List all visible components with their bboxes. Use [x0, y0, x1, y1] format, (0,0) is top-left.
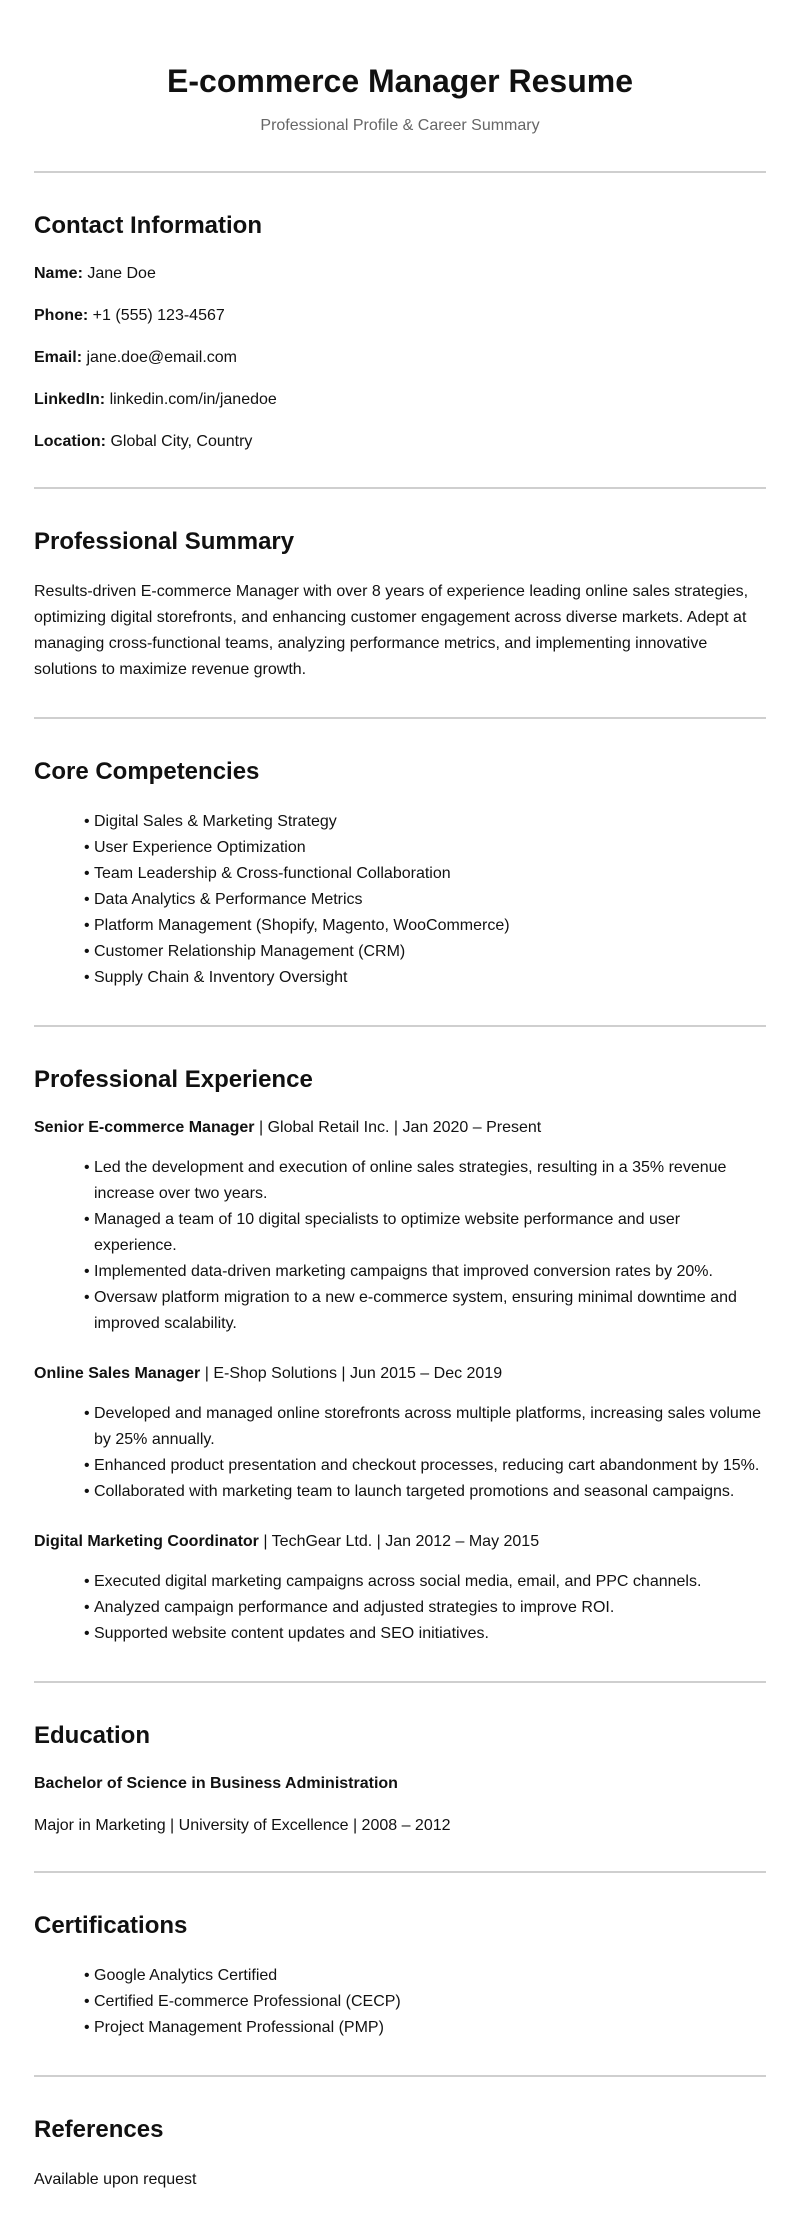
list-item: • Data Analytics & Performance Metrics [84, 887, 766, 913]
page-subtitle: Professional Profile & Career Summary [260, 117, 540, 134]
list-item: • Google Analytics Certified [84, 1963, 766, 1989]
job-title: Digital Marketing Coordinator [34, 1533, 259, 1550]
certifications-list [34, 1963, 766, 2041]
list-item: • Implemented data-driven marketing campaigns that improved conversion rates by 20%. [84, 1259, 766, 1285]
job-header [34, 1363, 766, 1385]
job-bullets [34, 1155, 766, 1337]
education-detail: Major in Marketing | University of Excellence | 2008 – 2012 [34, 1817, 451, 1834]
references-heading: References [34, 2116, 164, 2143]
summary-heading: Professional Summary [34, 528, 295, 555]
contact-linkedin-value: linkedin.com/in/janedoe [109, 391, 277, 408]
contact-phone-value: +1 (555) 123-4567 [92, 307, 225, 324]
education-heading: Education [34, 1722, 151, 1749]
list-item: • Executed digital marketing campaigns across social media, email, and PPC channels. [84, 1569, 766, 1595]
job-entry [34, 1117, 766, 1337]
contact-email-label: Email: [34, 349, 83, 366]
page-title: E-commerce Manager Resume [167, 63, 633, 99]
list-item: • Analyzed campaign performance and adjusted strategies to improve ROI. [84, 1595, 766, 1621]
contact-location-value: Global City, Country [110, 433, 253, 450]
experience-heading: Professional Experience [34, 1066, 313, 1093]
job-details: | TechGear Ltd. | Jan 2012 – May 2015 [258, 1533, 540, 1550]
list-item: • Developed and managed online storefronts across multiple platforms, increasing sales volume by 25% annually. [84, 1401, 766, 1453]
contact-phone [34, 305, 766, 327]
job-header [34, 1117, 766, 1139]
list-item: • Enhanced product presentation and checkout processes, reducing cart abandonment by 15%. [84, 1453, 766, 1479]
contact-section [34, 173, 766, 487]
list-item: • Project Management Professional (PMP) [84, 2015, 766, 2041]
job-title: Online Sales Manager [34, 1365, 201, 1382]
list-item: • Digital Sales & Marketing Strategy [84, 809, 766, 835]
references-text: Available upon request [34, 2171, 197, 2188]
list-item: • Certified E-commerce Professional (CECP) [84, 1989, 766, 2015]
competencies-list [34, 809, 766, 991]
list-item: • User Experience Optimization [84, 835, 766, 861]
contact-location [34, 431, 766, 453]
list-item: • Managed a team of 10 digital specialists to optimize website performance and user experience. [84, 1207, 766, 1259]
job-details: | Global Retail Inc. | Jan 2020 – Present [254, 1119, 542, 1136]
job-bullets [34, 1401, 766, 1505]
list-item: • Platform Management (Shopify, Magento, WooCommerce) [84, 913, 766, 939]
job-details: | E-Shop Solutions | Jun 2015 – Dec 2019 [200, 1365, 503, 1382]
job-header [34, 1531, 766, 1553]
contact-phone-label: Phone: [34, 307, 89, 324]
competencies-section [34, 719, 766, 1025]
job-bullets [34, 1569, 766, 1647]
list-item: • Team Leadership & Cross-functional Collaboration [84, 861, 766, 887]
contact-linkedin [34, 389, 766, 411]
contact-email-value: jane.doe@email.com [86, 349, 238, 366]
list-item: • Oversaw platform migration to a new e-commerce system, ensuring minimal downtime and improved scalability. [84, 1285, 766, 1337]
job-entry [34, 1531, 766, 1647]
list-item: • Led the development and execution of online sales strategies, resulting in a 35% revenue increase over two years. [84, 1155, 766, 1207]
contact-name [34, 263, 766, 285]
job-title: Senior E-commerce Manager [34, 1119, 255, 1136]
list-item: • Collaborated with marketing team to launch targeted promotions and seasonal campaigns. [84, 1479, 766, 1505]
contact-name-label: Name: [34, 265, 83, 282]
references-section [34, 2077, 766, 2227]
job-entry [34, 1363, 766, 1505]
list-item: • Supply Chain & Inventory Oversight [84, 965, 766, 991]
summary-text: Results-driven E-commerce Manager with over 8 years of experience leading online sales strategies, optimizing digital storefronts, and enhancing customer engagement across diverse markets. Adept at managing cross-functional teams, analyzing performance metrics, and implementing innovative solutions to maximize revenue growth. [34, 583, 749, 678]
experience-section [34, 1027, 766, 1681]
education-degree: Bachelor of Science in Business Administration [34, 1775, 398, 1792]
certifications-section [34, 1873, 766, 2075]
list-item: • Supported website content updates and SEO initiatives. [84, 1621, 766, 1647]
contact-heading: Contact Information [34, 212, 262, 239]
contact-linkedin-label: LinkedIn: [34, 391, 106, 408]
certifications-heading: Certifications [34, 1912, 188, 1939]
contact-name-value: Jane Doe [87, 265, 156, 282]
education-section [34, 1683, 766, 1871]
resume-header [34, 0, 766, 171]
competencies-heading: Core Competencies [34, 758, 260, 785]
summary-section [34, 489, 766, 717]
contact-location-label: Location: [34, 433, 106, 450]
contact-email [34, 347, 766, 369]
list-item: • Customer Relationship Management (CRM) [84, 939, 766, 965]
